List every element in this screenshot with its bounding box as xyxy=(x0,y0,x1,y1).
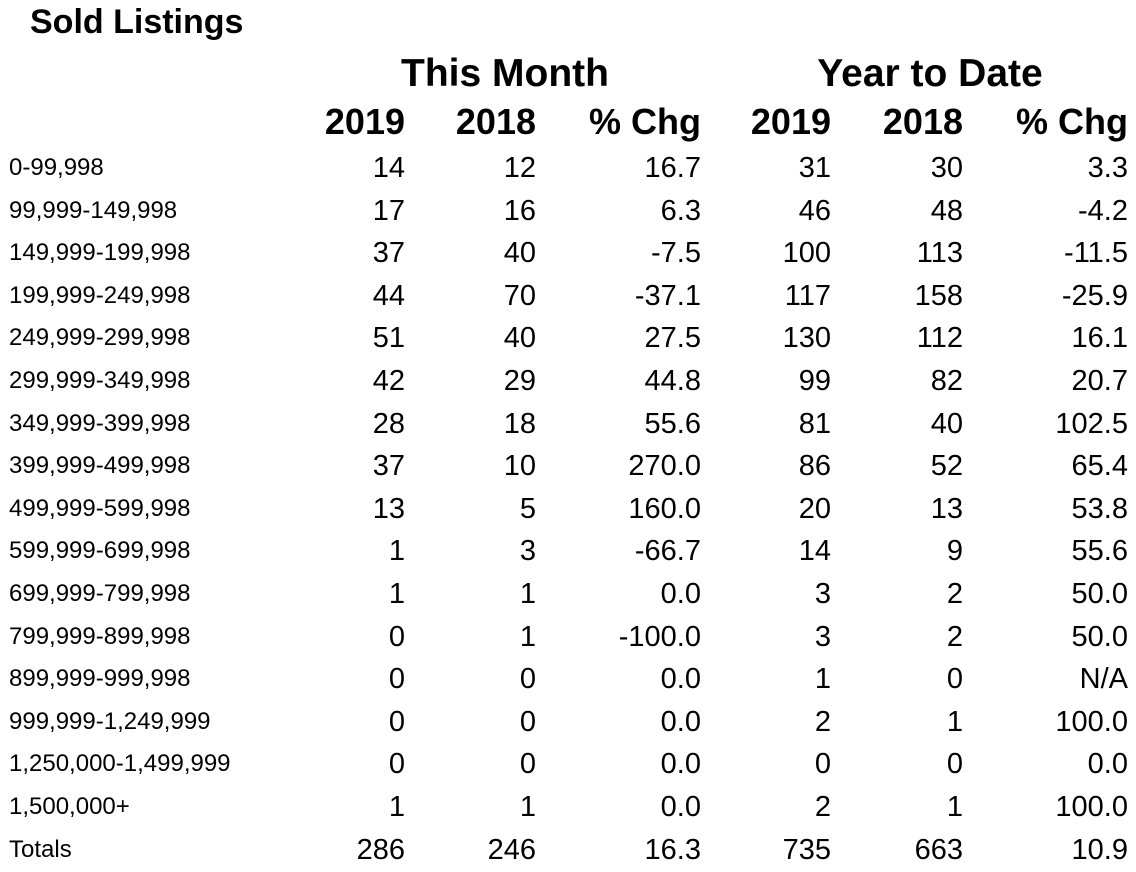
cell-ytd-2019: 117 xyxy=(784,279,831,312)
cell-ytd-pct-change: 102.5 xyxy=(1055,407,1128,440)
column-header-ytd-2018: 2018 xyxy=(882,101,963,142)
cell-month-2018: 3 xyxy=(519,535,536,568)
column-header-ytd-pct-change: % Chg xyxy=(1016,101,1128,142)
cell-month-2018: 1 xyxy=(519,790,536,823)
totals-row xyxy=(0,829,1136,872)
cell-month-2018: 1 xyxy=(519,577,536,610)
table-row xyxy=(0,573,1136,616)
cell-ytd-pct-change: 100.0 xyxy=(1055,705,1128,738)
group-header-this-month: This Month xyxy=(401,52,609,95)
column-header-month-2018: 2018 xyxy=(455,101,536,142)
cell-ytd-pct-change: N/A xyxy=(1079,663,1128,696)
cell-month-2018: 10 xyxy=(503,450,536,483)
cell-ytd-2018: 1 xyxy=(946,790,963,823)
cell-ytd-pct-change: 10.9 xyxy=(1071,833,1128,866)
cell-ytd-pct-change: 50.0 xyxy=(1071,620,1128,653)
cell-month-2019: 13 xyxy=(372,492,405,525)
table-row xyxy=(0,786,1136,829)
cell-month-pct-change: -100.0 xyxy=(618,620,701,653)
column-header-month-2019: 2019 xyxy=(324,101,405,142)
cell-month-2019: 0 xyxy=(388,748,405,781)
cell-ytd-2019: 3 xyxy=(814,577,831,610)
row-label: 999,999-1,249,999 xyxy=(9,707,211,735)
cell-month-pct-change: 16.7 xyxy=(644,152,701,184)
row-label: 349,999-399,998 xyxy=(9,409,191,437)
row-label: 1,250,000-1,499,999 xyxy=(9,750,231,778)
column-header-ytd-2019: 2019 xyxy=(750,101,831,142)
cell-ytd-2019: 2 xyxy=(814,790,831,823)
cell-month-2018: 0 xyxy=(519,663,536,696)
cell-ytd-2018: 52 xyxy=(930,450,963,483)
cell-ytd-2019: 46 xyxy=(798,194,831,227)
cell-month-2019: 42 xyxy=(372,364,405,397)
cell-month-2019: 51 xyxy=(372,322,405,355)
cell-month-2019: 0 xyxy=(388,705,405,738)
row-label: 199,999-249,998 xyxy=(9,281,191,309)
cell-ytd-2018: 48 xyxy=(930,194,963,227)
row-label: Totals xyxy=(9,835,72,863)
cell-ytd-pct-change: 0.0 xyxy=(1087,748,1128,781)
cell-month-2018: 29 xyxy=(503,364,536,397)
table-row xyxy=(0,275,1136,318)
cell-ytd-pct-change: 50.0 xyxy=(1071,577,1128,610)
cell-month-2018: 16 xyxy=(503,194,536,227)
cell-month-2019: 0 xyxy=(388,620,405,653)
table-row xyxy=(0,488,1136,531)
cell-month-pct-change: -66.7 xyxy=(634,535,701,568)
cell-month-2018: 5 xyxy=(519,492,536,525)
cell-month-2018: 1 xyxy=(519,620,536,653)
cell-ytd-2018: 30 xyxy=(930,152,963,184)
cell-ytd-2018: 9 xyxy=(946,535,963,568)
cell-month-pct-change: 27.5 xyxy=(644,322,701,355)
table-row xyxy=(0,701,1136,744)
table-row xyxy=(0,360,1136,403)
cell-month-2018: 40 xyxy=(503,237,536,270)
cell-ytd-2018: 2 xyxy=(946,620,963,653)
cell-month-pct-change: 0.0 xyxy=(660,705,701,738)
cell-ytd-2019: 100 xyxy=(782,237,831,270)
cell-month-2019: 0 xyxy=(388,663,405,696)
row-label: 699,999-799,998 xyxy=(9,579,191,607)
table-row xyxy=(0,403,1136,446)
row-label: 899,999-999,998 xyxy=(9,665,191,693)
cell-ytd-pct-change: 3.3 xyxy=(1087,152,1128,184)
cell-month-2019: 14 xyxy=(372,152,405,184)
cell-ytd-2019: 31 xyxy=(798,152,831,184)
cell-month-2018: 18 xyxy=(503,407,536,440)
cell-ytd-2019: 86 xyxy=(798,450,831,483)
cell-month-pct-change: 6.3 xyxy=(660,194,701,227)
cell-ytd-pct-change: 53.8 xyxy=(1071,492,1128,525)
cell-ytd-2019: 0 xyxy=(814,748,831,781)
cell-month-pct-change: -7.5 xyxy=(651,237,701,270)
cell-ytd-pct-change: 20.7 xyxy=(1071,364,1128,397)
cell-month-2019: 28 xyxy=(372,407,405,440)
cell-ytd-pct-change: 16.1 xyxy=(1071,322,1128,355)
cell-ytd-pct-change: -4.2 xyxy=(1078,194,1128,227)
cell-ytd-2018: 2 xyxy=(946,577,963,610)
column-headers xyxy=(0,100,1136,144)
cell-ytd-2018: 1 xyxy=(946,705,963,738)
table-row xyxy=(0,530,1136,573)
cell-ytd-pct-change: 100.0 xyxy=(1055,790,1128,823)
row-label: 299,999-349,998 xyxy=(9,366,191,394)
cell-ytd-2018: 158 xyxy=(914,279,963,312)
cell-month-pct-change: 0.0 xyxy=(660,790,701,823)
cell-month-2018: 40 xyxy=(503,322,536,355)
table-row xyxy=(0,147,1136,190)
row-label: 599,999-699,998 xyxy=(9,537,191,565)
table-row xyxy=(0,658,1136,701)
cell-ytd-2018: 0 xyxy=(946,748,963,781)
cell-ytd-2018: 112 xyxy=(916,322,963,355)
page-title: Sold Listings xyxy=(30,3,244,41)
cell-month-pct-change: -37.1 xyxy=(634,279,701,312)
cell-month-2019: 1 xyxy=(388,577,405,610)
cell-month-pct-change: 0.0 xyxy=(660,748,701,781)
cell-month-2019: 37 xyxy=(372,237,405,270)
table-row xyxy=(0,743,1136,786)
cell-ytd-pct-change: 65.4 xyxy=(1071,450,1128,483)
listings-table xyxy=(0,147,1136,871)
cell-ytd-2019: 735 xyxy=(782,833,831,866)
cell-month-2018: 12 xyxy=(503,152,536,184)
cell-month-2019: 37 xyxy=(372,450,405,483)
cell-month-2019: 44 xyxy=(372,279,405,312)
cell-month-2018: 70 xyxy=(503,279,536,312)
cell-ytd-2019: 20 xyxy=(798,492,831,525)
cell-ytd-2018: 13 xyxy=(930,492,963,525)
cell-ytd-2018: 113 xyxy=(916,237,963,270)
row-label: 1,500,000+ xyxy=(9,792,130,820)
cell-month-2019: 1 xyxy=(388,535,405,568)
cell-month-pct-change: 270.0 xyxy=(628,450,701,483)
cell-month-pct-change: 0.0 xyxy=(660,663,701,696)
cell-ytd-2019: 1 xyxy=(814,663,831,696)
cell-ytd-2019: 99 xyxy=(798,364,831,397)
cell-month-2019: 286 xyxy=(356,833,405,866)
cell-ytd-2019: 130 xyxy=(782,322,831,355)
row-label: 149,999-199,998 xyxy=(9,239,191,267)
cell-month-2018: 0 xyxy=(519,705,536,738)
cell-ytd-pct-change: 55.6 xyxy=(1071,535,1128,568)
cell-ytd-2018: 0 xyxy=(946,663,963,696)
cell-ytd-pct-change: -25.9 xyxy=(1061,279,1128,312)
cell-ytd-2018: 82 xyxy=(930,364,963,397)
group-header-year-to-date: Year to Date xyxy=(817,52,1043,95)
cell-ytd-2018: 663 xyxy=(914,833,963,866)
row-label: 99,999-149,998 xyxy=(9,196,178,224)
cell-ytd-2019: 81 xyxy=(798,407,831,440)
row-label: 249,999-299,998 xyxy=(9,324,191,352)
cell-ytd-2019: 2 xyxy=(814,705,831,738)
table-row xyxy=(0,317,1136,360)
row-label: 399,999-499,998 xyxy=(9,452,191,480)
cell-month-pct-change: 160.0 xyxy=(628,492,701,525)
cell-month-2019: 1 xyxy=(388,790,405,823)
table-row xyxy=(0,445,1136,488)
cell-month-pct-change: 0.0 xyxy=(660,577,701,610)
cell-month-2018: 0 xyxy=(519,748,536,781)
table-row xyxy=(0,232,1136,275)
row-label: 499,999-599,998 xyxy=(9,494,191,522)
row-label: 799,999-899,998 xyxy=(9,622,191,650)
table-row xyxy=(0,616,1136,659)
cell-month-pct-change: 16.3 xyxy=(644,833,701,866)
cell-month-2018: 246 xyxy=(487,833,536,866)
cell-month-2019: 17 xyxy=(372,194,405,227)
cell-ytd-pct-change: -11.5 xyxy=(1064,237,1128,270)
row-label: 0-99,998 xyxy=(9,154,104,181)
cell-ytd-2019: 3 xyxy=(814,620,831,653)
table-row xyxy=(0,190,1136,233)
cell-ytd-2018: 40 xyxy=(930,407,963,440)
cell-month-pct-change: 55.6 xyxy=(644,407,701,440)
cell-month-pct-change: 44.8 xyxy=(644,364,701,397)
cell-ytd-2019: 14 xyxy=(798,535,831,568)
column-header-month-pct-change: % Chg xyxy=(589,101,701,142)
